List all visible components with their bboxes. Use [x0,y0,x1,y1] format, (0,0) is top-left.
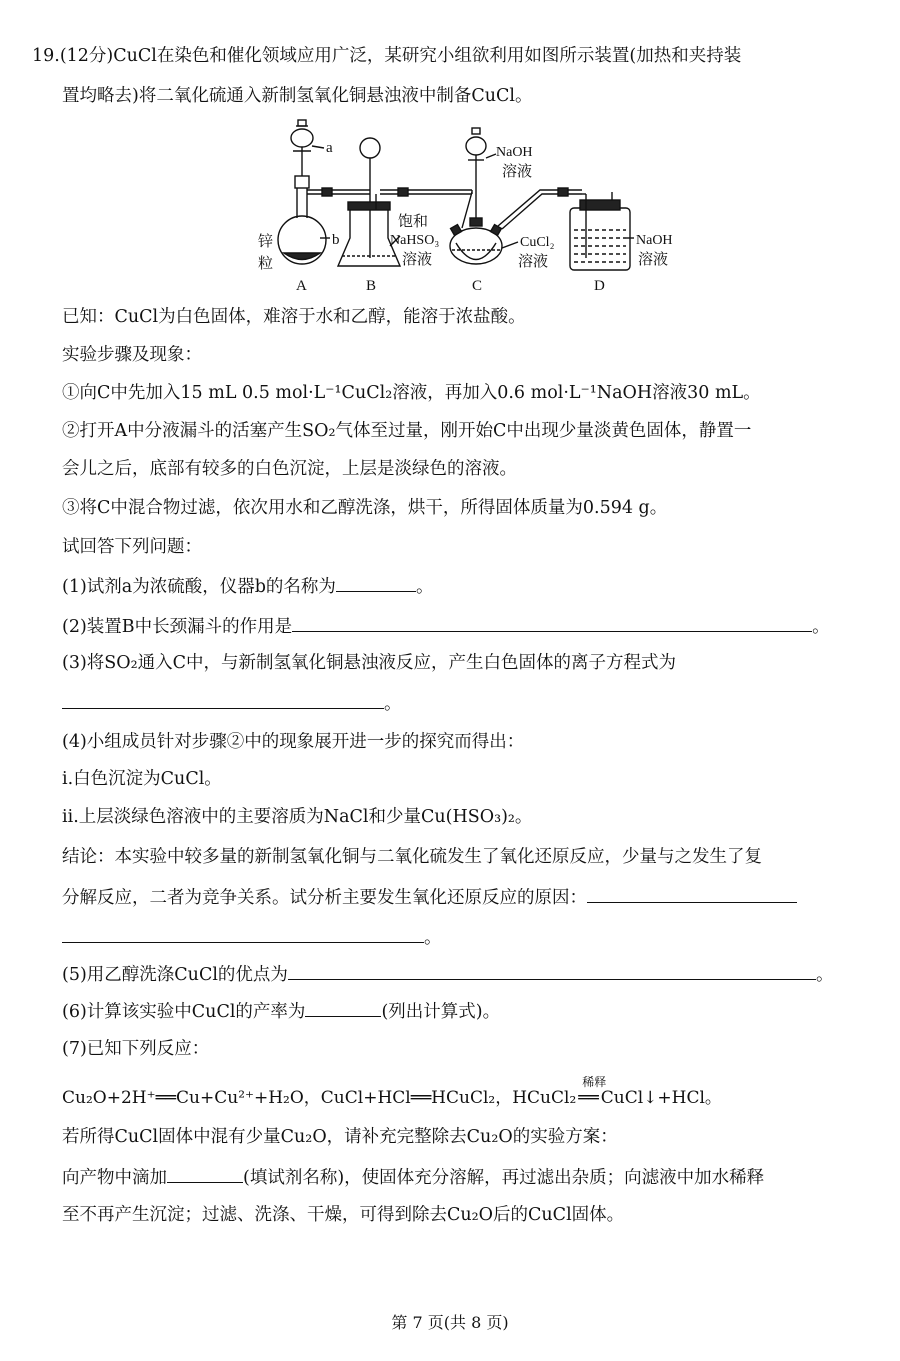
step-1: ①向C中先加入15 mL 0.5 mol·L⁻¹CuCl₂溶液，再加入0.6 mol·L⁻¹NaOH溶液30 mL。 [62,383,761,403]
bottle-D [570,208,630,270]
steps-title: 实验步骤及现象： [62,345,202,365]
question-6: (6)计算该实验中CuCl的产率为 (列出计算式)。 [62,998,500,1024]
label-A: A [296,278,307,294]
answer-blank-4a[interactable] [587,884,797,903]
step-2-line1: ②打开A中分液漏斗的活塞产生SO₂气体至过量，刚开始C中出现少量淡黄色固体，静置一 [62,421,752,441]
question-4: (4)小组成员针对步骤②中的现象展开进一步的探究而得出： [62,732,525,752]
answer-intro: 试回答下列问题： [62,537,202,557]
label-C: C [472,278,483,294]
question-2: (2)装置B中长颈漏斗的作用是 。 [62,613,830,639]
question-head-line2: 置均略去)将二氧化硫通入新制氢氧化铜悬浊液中制备CuCl。 [62,86,533,106]
question-7-d: 至不再产生沉淀；过滤、洗涤、干燥，可得到除去Cu₂O后的CuCl固体。 [62,1205,625,1225]
label-cucl2-1: CuCl₂ [520,235,555,250]
label-naoh-d-2: 溶液 [638,252,669,268]
label-cucl2-2: 溶液 [518,254,549,270]
question-4-i: ⅰ.白色沉淀为CuCl。 [62,769,222,789]
step-2-line2: 会儿之后，底部有较多的白色沉淀，上层是淡绿色的溶液。 [62,459,517,479]
conclusion-line2: 分解反应，二者为竞争关系。试分析主要发生氧化还原反应的原因： [62,884,797,910]
label-zinc-2: 粒 [258,256,274,272]
question-5: (5)用乙醇洗涤CuCl的优点为 。 [62,961,833,987]
label-naoh-top-1: NaOH [496,145,533,160]
answer-blank-5[interactable] [288,961,816,980]
answer-blank-4b[interactable] [62,924,424,943]
dilute-arrow: 稀释 ══ [578,1075,607,1108]
label-naoh-d-1: NaOH [636,233,673,248]
answer-blank-1[interactable] [336,573,416,592]
label-B: B [366,278,377,294]
label-sat-2: NaHSO₃ [390,233,440,248]
answer-blank-6[interactable] [305,998,381,1017]
reactions-line: Cu₂O+2H⁺══Cu+Cu²⁺+H₂O，CuCl+HCl══HCuCl₂，HCuCl₂ 稀释 ══ CuCl↓+HCl。 [62,1075,722,1108]
answer-blank-7[interactable] [167,1164,243,1183]
apparatus-diagram [240,118,700,296]
step-3: ③将C中混合物过滤，依次用水和乙醇洗涤，烘干，所得固体质量为0.594 g。 [62,498,668,518]
question-3: (3)将SO₂通入C中，与新制氢氧化铜悬浊液反应，产生白色固体的离子方程式为 [62,653,677,673]
conclusion-line1: 结论：本实验中较多量的新制氢氧化铜与二氧化硫发生了氧化还原反应，少量与之发生了复 [62,847,762,867]
label-sat-3: 溶液 [402,252,433,268]
label-zinc-1: 锌 [258,234,274,250]
known-info: 已知：CuCl为白色固体，难溶于水和乙醇，能溶于浓盐酸。 [62,307,526,327]
label-D: D [594,278,605,294]
question-3-answer: 。 [62,690,402,716]
answer-blank-3[interactable] [62,690,384,709]
answer-blank-2[interactable] [292,613,812,632]
question-7: (7)已知下列反应： [62,1039,210,1059]
sep-funnel-A [291,129,313,147]
conclusion-answer: 。 [62,924,442,950]
question-head-line1: 19.(12分)CuCl在染色和催化领域应用广泛，某研究小组欲利用如图所示装置(加热和夹持装 [32,46,742,66]
label-b: b [332,232,340,248]
question-1: (1)试剂a为浓硫酸，仪器b的名称为 。 [62,573,433,599]
question-7-b: 若所得CuCl固体中混有少量Cu₂O，请补充完整除去Cu₂O的实验方案： [62,1127,618,1147]
question-4-ii: ⅱ.上层淡绿色溶液中的主要溶质为NaCl和少量Cu(HSO₃)₂。 [62,807,533,827]
label-sat-1: 饱和 [398,214,429,230]
page-footer: 第 7 页(共 8 页) [391,1313,509,1332]
label-a: a [326,140,333,156]
question-7-c: 向产物中滴加 (填试剂名称)，使固体充分溶解，再过滤出杂质；向滤液中加水稀释 [62,1164,764,1190]
label-naoh-top-2: 溶液 [502,164,533,180]
